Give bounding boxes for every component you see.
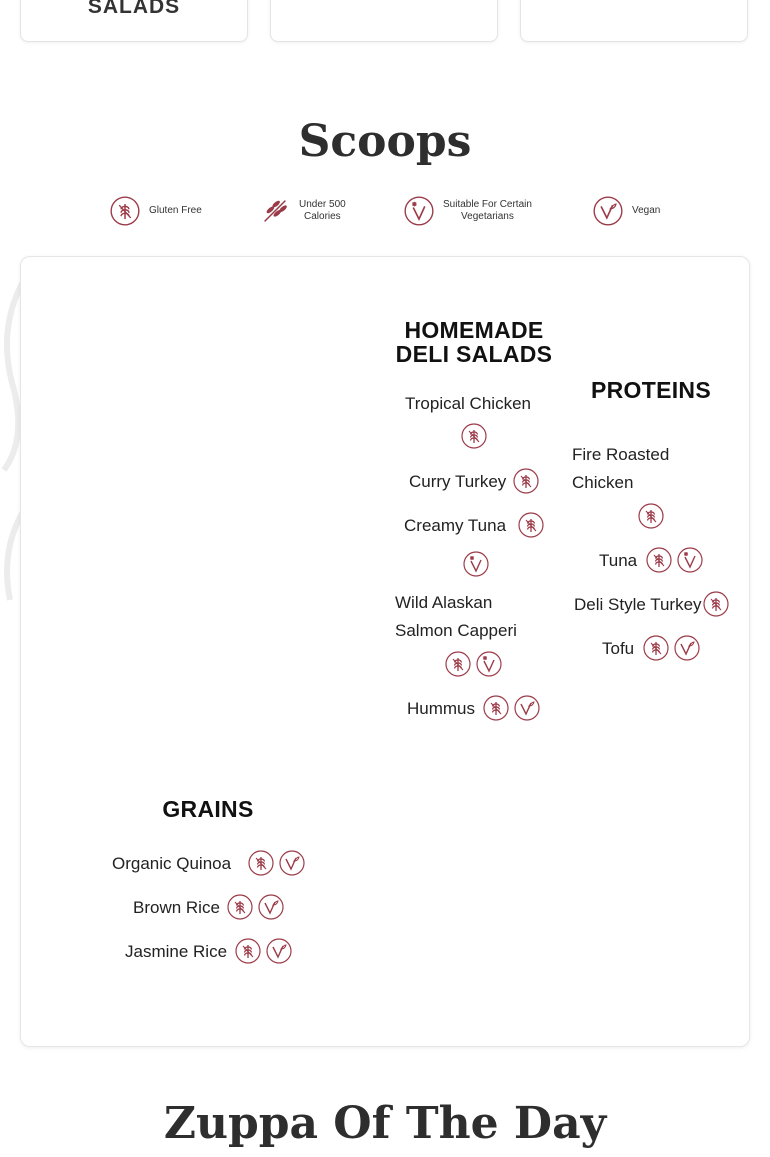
menu-item-tropical-chicken[interactable]: Tropical Chicken — [405, 394, 531, 413]
menu-item-jasmine-rice[interactable]: Jasmine Rice — [125, 942, 228, 961]
gluten-free-icon — [646, 547, 672, 573]
vegan-icon — [674, 635, 700, 661]
gluten-free-icon — [703, 591, 729, 617]
deli-salads-heading: HOMEMADE DELI SALADS — [395, 317, 553, 367]
gluten-free-icon — [518, 512, 544, 538]
menu-item-fire-roasted-chicken[interactable]: Fire Roasted Chicken — [572, 445, 670, 492]
legend-gluten-free — [110, 196, 202, 226]
gluten-free-icon — [227, 894, 253, 920]
legend-label: Vegan — [632, 205, 661, 216]
top-card-3[interactable] — [520, 0, 748, 42]
proteins-heading: PROTEINS — [591, 377, 711, 403]
top-card-2[interactable] — [270, 0, 498, 42]
menu-item-wild-alaskan-salmon[interactable]: Wild Alaskan Salmon Capperi — [395, 593, 517, 640]
legend-vegetarian — [404, 196, 532, 226]
vegan-icon — [514, 695, 540, 721]
vegan-icon — [279, 850, 305, 876]
vegetarian-icon — [677, 547, 703, 573]
menu-item-hummus[interactable]: Hummus — [407, 699, 476, 718]
menu-item-tofu[interactable]: Tofu — [602, 639, 635, 658]
menu-item-curry-turkey[interactable]: Curry Turkey — [409, 472, 507, 491]
vegetarian-icon — [404, 196, 434, 226]
gluten-free-icon — [461, 423, 487, 449]
menu-item-creamy-tuna[interactable]: Creamy Tuna — [404, 516, 507, 535]
gluten-free-icon — [445, 651, 471, 677]
gluten-free-icon — [483, 695, 509, 721]
gluten-free-icon — [235, 938, 261, 964]
gluten-free-icon — [248, 850, 274, 876]
zuppa-title: Zuppa Of The Day — [163, 1098, 607, 1149]
gluten-free-icon — [513, 468, 539, 494]
gluten-free-icon — [638, 503, 664, 529]
scoops-title: Scoops — [298, 116, 472, 167]
menu-item-organic-quinoa[interactable]: Organic Quinoa — [112, 854, 232, 873]
legend-label: Under 500 Calories — [299, 199, 346, 222]
under-500-calories-icon — [260, 196, 290, 226]
menu-item-tuna[interactable]: Tuna — [599, 551, 638, 570]
top-card-title: SALADS — [87, 0, 181, 18]
vegan-icon — [593, 196, 623, 226]
gluten-free-icon — [110, 196, 140, 226]
vegan-icon — [258, 894, 284, 920]
menu-item-deli-style-turkey[interactable]: Deli Style Turkey — [574, 595, 702, 614]
top-card-salads[interactable] — [20, 0, 248, 42]
vegetarian-icon — [476, 651, 502, 677]
grains-heading: GRAINS — [162, 796, 254, 822]
legend-label: Suitable For Certain Vegetarians — [443, 199, 532, 222]
legend-label: Gluten Free — [149, 205, 202, 216]
vegan-icon — [266, 938, 292, 964]
scoops-menu-panel — [20, 256, 750, 1047]
legend-vegan — [593, 196, 660, 226]
menu-item-brown-rice[interactable]: Brown Rice — [133, 898, 220, 917]
gluten-free-icon — [643, 635, 669, 661]
legend-under-500 — [260, 196, 346, 226]
vegetarian-icon — [463, 551, 489, 577]
